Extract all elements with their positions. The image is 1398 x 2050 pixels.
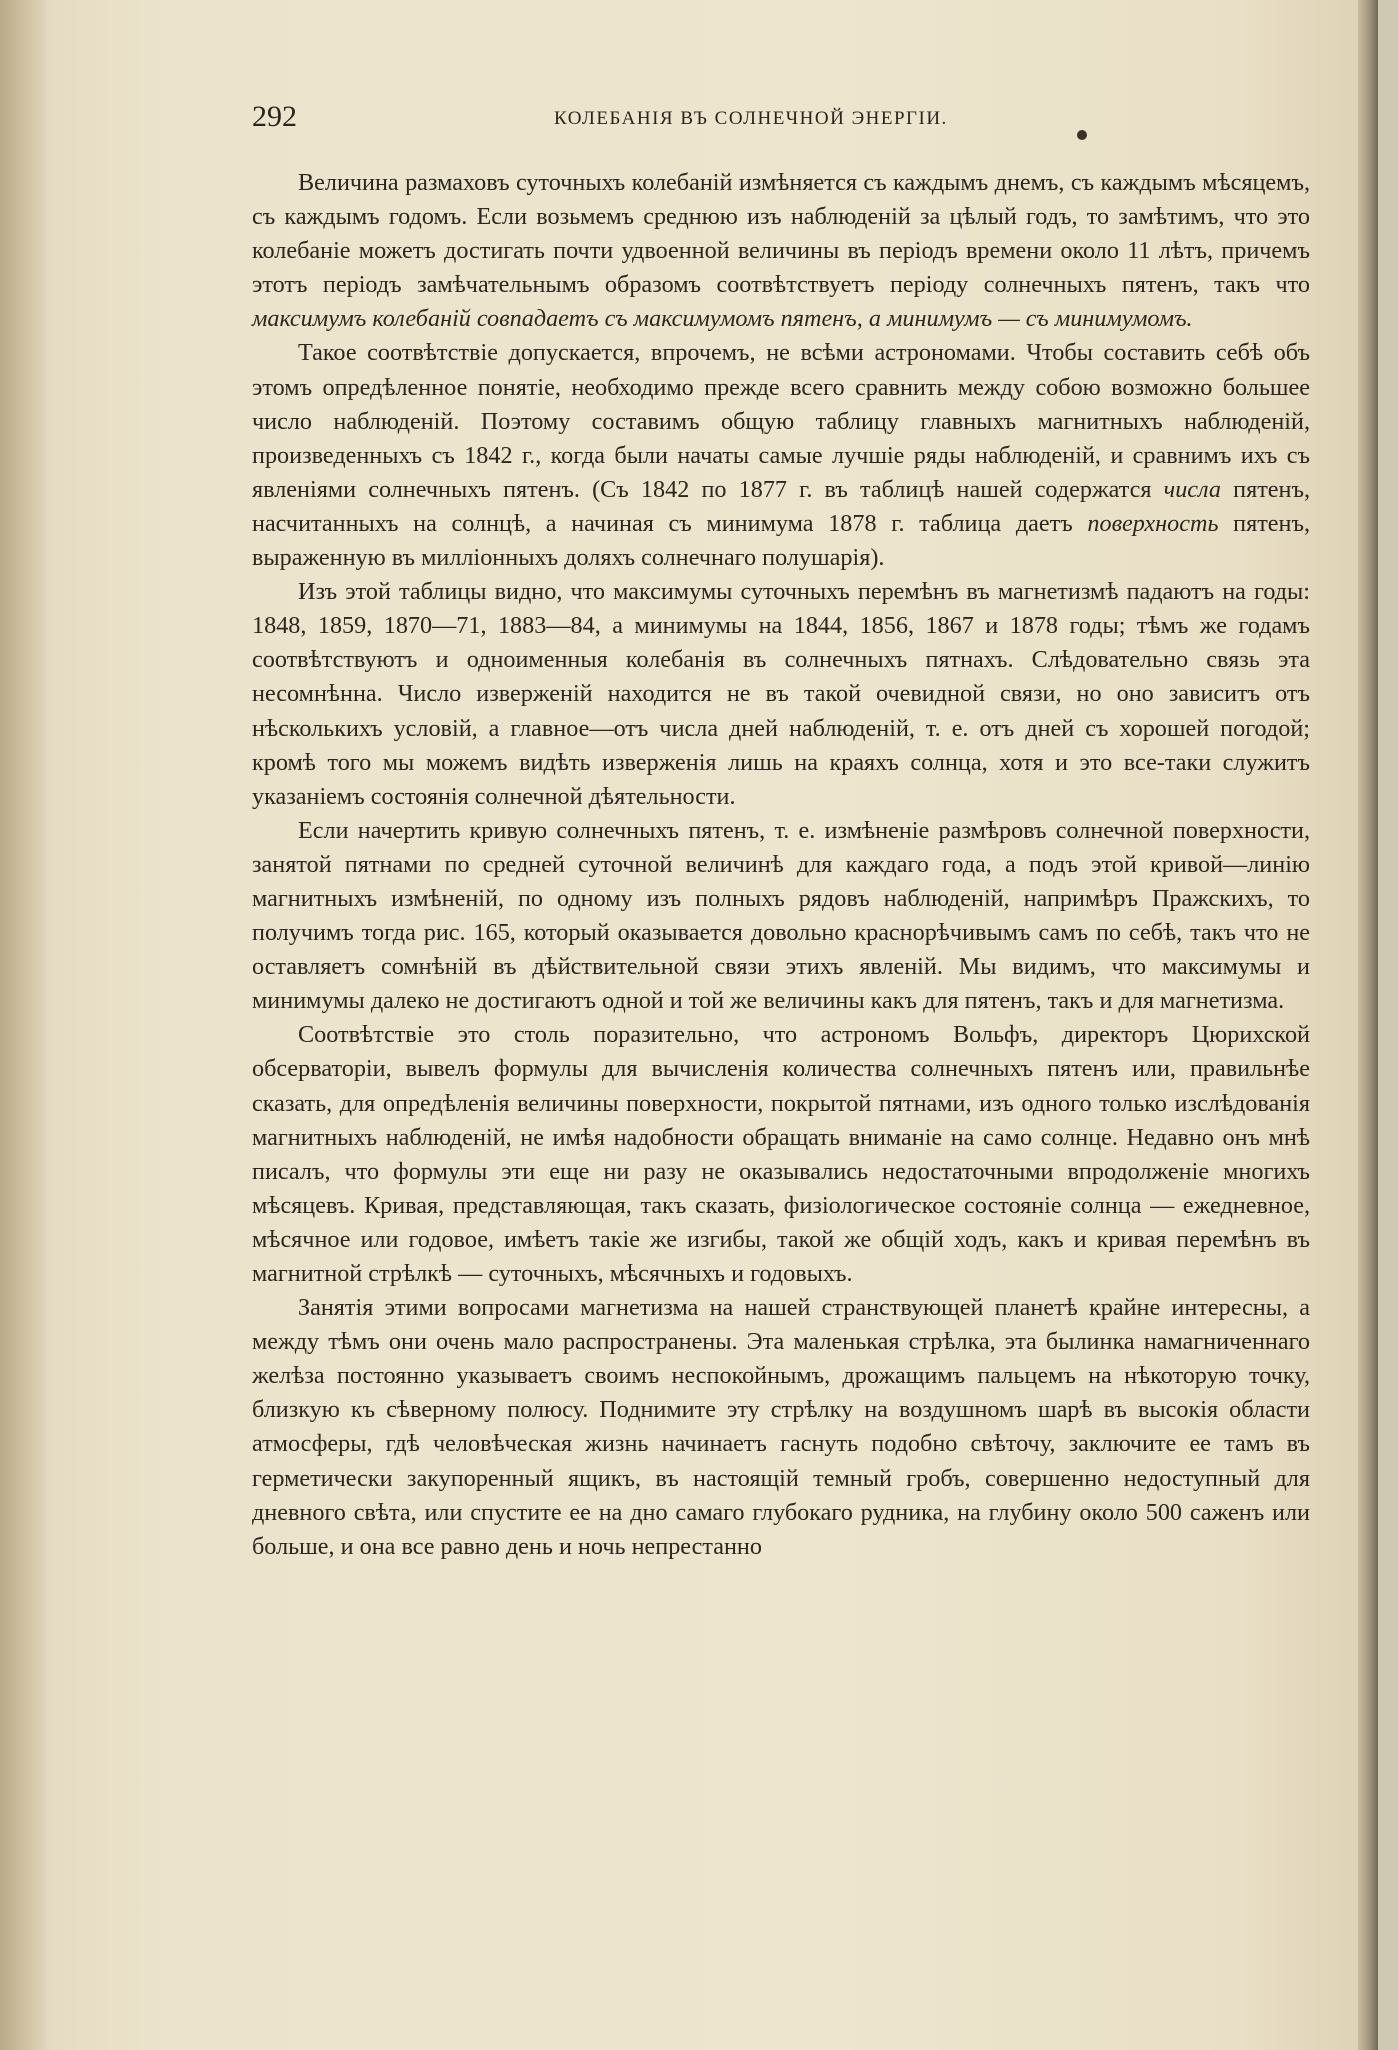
paragraph-3-text: Изъ этой таблицы видно, что максимумы суточныхъ перемѣнъ въ магнетизмѣ падаютъ на годы: 1848, 1859, 1870—71, 1883—84, а минимумы на 1844, 1856, 1867 и 1878 годы; тѣмъ же годамъ соотвѣтствуютъ и одноименныя колебанія въ солнечныхъ пятнахъ. Слѣдовательно связь эта несомнѣнна. Число изверженій находится не въ такой очевидной связи, но оно зависитъ отъ нѣсколькихъ условій, а главное—отъ числа дней наблюденій, т. е. отъ дней съ хорошей погодой; кромѣ того мы можемъ видѣть изверженія лишь на краяхъ солнца, хотя и это все-таки служитъ указаніемъ состоянія солнечной дѣятельности.	[252, 578, 1310, 810]
paragraph-5-text: Соотвѣтствіе это столь поразительно, что астрономъ Вольфъ, директоръ Цюрихской обсерваторіи, вывелъ формулы для вычисленія количества солнечныхъ пятенъ или, правильнѣе сказать, для опредѣленія величины поверхности, покрытой пятнами, изъ одного только изслѣдованія магнитныхъ наблюденій, не имѣя надобности обращать вниманіе на само солнце. Недавно онъ мнѣ писалъ, что формулы эти еще ни разу не оказывались недостаточными впродолженіе многихъ мѣсяцевъ. Кривая, представляющая, такъ сказать, физіологическое состояніе солнца — ежедневное, мѣсячное или годовое, имѣетъ такіе же изгибы, такой же общій ходъ, какъ и кривая перемѣнъ въ магнитной стрѣлкѣ — суточныхъ, мѣсячныхъ и годовыхъ.	[252, 1021, 1310, 1287]
running-title: КОЛЕБАНІЯ ВЪ СОЛНЕЧНОЙ ЭНЕРГІИ.	[554, 108, 948, 129]
page-header	[252, 100, 1312, 140]
paragraph-6-text: Занятія этими вопросами магнетизма на нашей странствующей планетѣ крайне интересны, а между тѣмъ они очень мало распространены. Эта маленькая стрѣлка, эта былинка намагниченнаго желѣза постоянно указываетъ своимъ неспокойнымъ, дрожащимъ пальцемъ на нѣкоторую точку, близкую къ сѣверному полюсу. Поднимите эту стрѣлку на воздушномъ шарѣ въ высокія области атмосферы, гдѣ человѣческая жизнь начинаетъ гаснуть подобно свѣточу, заключите ее тамъ въ герметически закупоренный ящикъ, въ настоящій темный гробъ, совершенно недоступный для дневного свѣта, или спустите ее на дно самаго глубокаго рудника, на глубину около 500 саженъ или больше, и она все равно день и ночь непрестанно	[252, 1294, 1310, 1560]
paragraph-2-italic-b: поверхность	[1087, 509, 1219, 537]
paragraph-2-text-a: Такое соотвѣтствіе допускается, впрочемъ, не всѣми астрономами. Чтобы составить себѣ объ этомъ опредѣленное понятіе, необходимо прежде всего сравнить между собою возможно большее число наблюденій. Поэтому составимъ общую таблицу главныхъ магнитныхъ наблюденій, произведенныхъ съ 1842 г., когда были начаты самые лучшіе ряды наблюденій, и сравнимъ ихъ съ явленіями солнечныхъ пятенъ. (Съ 1842 по 1877 г. въ таблицѣ нашей содержатся	[252, 339, 1310, 503]
page-right-edge	[1358, 0, 1378, 2050]
ink-spot	[1077, 130, 1087, 140]
paragraph-1-italic: максимумъ колебаній совпадаетъ съ максимумомъ пятенъ, а минимумъ — съ минимумомъ.	[252, 305, 1193, 333]
paragraph-2-text-c: пятенъ, выраженную въ милліонныхъ доляхъ солнечнаго полушарія).	[252, 509, 1311, 572]
paragraph-2-italic-a: числа	[1163, 475, 1221, 503]
paragraph-3	[252, 575, 1310, 814]
paragraph-6	[252, 1291, 1310, 1564]
page-number: 292	[252, 100, 297, 133]
paragraph-1-text: Величина размаховъ суточныхъ колебаній измѣняется съ каждымъ днемъ, съ каждымъ мѣсяцемъ, съ каждымъ годомъ. Если возьмемъ среднюю изъ наблюденій за цѣлый годъ, то замѣтимъ, что это колебаніе можетъ достигать почти удвоенной величины въ періодъ времени около 11 лѣтъ, причемъ этотъ періодъ замѣчательнымъ образомъ соотвѣтствуетъ періоду солнечныхъ пятенъ, такъ что	[252, 169, 1310, 299]
paragraph-2-text-b: пятенъ, насчитанныхъ на солнцѣ, а начиная съ минимума 1878 г. таблица даетъ	[252, 475, 1311, 537]
paragraph-1	[252, 166, 1310, 336]
page-binding-shadow	[0, 0, 46, 2050]
paragraph-4-text: Если начертить кривую солнечныхъ пятенъ, т. е. измѣненіе размѣровъ солнечной поверхности, занятой пятнами по средней суточной величинѣ для каждаго года, а подъ этой кривой—линію магнитныхъ измѣненій, по одному изъ полныхъ рядовъ наблюденій, напримѣръ Пражскихъ, то получимъ тогда рис. 165, который оказывается довольно краснорѣчивымъ самъ по себѣ, такъ что не оставляетъ сомнѣній въ дѣйствительной связи этихъ явленій. Мы видимъ, что максимумы и минимумы далеко не достигаютъ одной и той же величины какъ для пятенъ, такъ и для магнетизма.	[252, 816, 1310, 1015]
paragraph-2	[252, 336, 1310, 575]
page-body	[252, 166, 1310, 1564]
paragraph-5	[252, 1018, 1310, 1291]
paragraph-4	[252, 814, 1310, 1019]
